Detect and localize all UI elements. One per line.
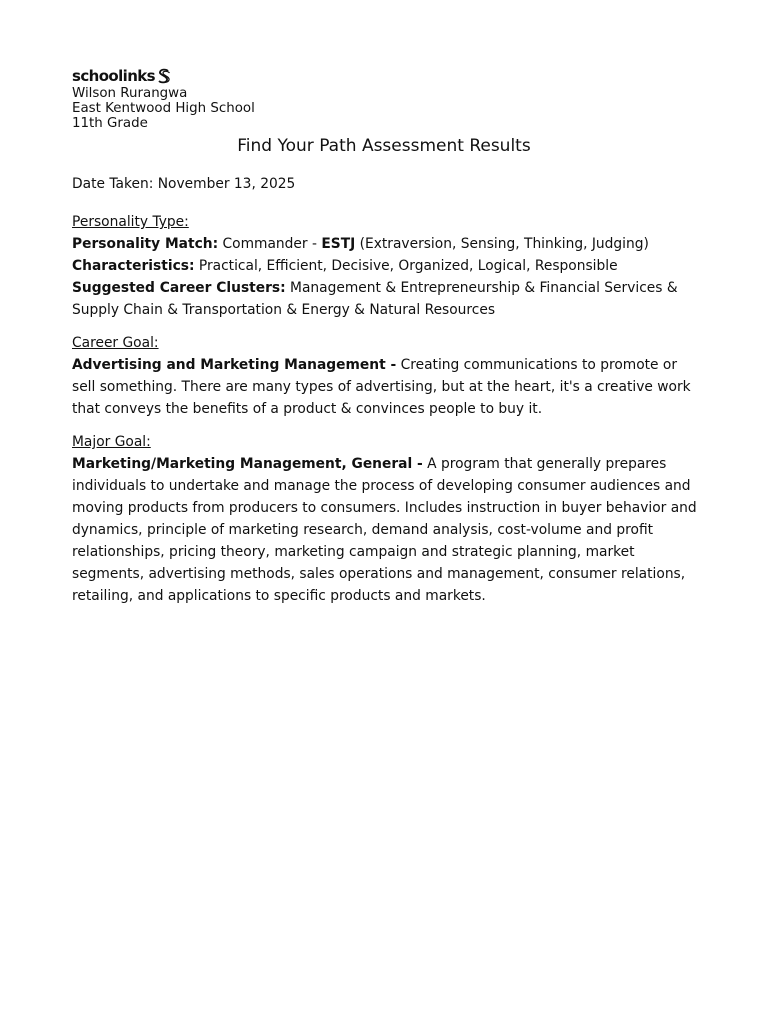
characteristics-label: Characteristics: (72, 258, 195, 274)
page-title: Find Your Path Assessment Results (237, 136, 531, 156)
student-name: Wilson Rurangwa (72, 86, 188, 101)
major-goal-section (72, 431, 702, 607)
characteristics (72, 255, 702, 277)
major-goal-description: A program that generally prepares individuals to undertake and manage the process of developing consumer audiences and moving products from producers to consumers. Includes instruction in buyer behavior and dynamics, principle of marketing research, demand analysis, cost-volume and profit relationships, pricing theory, marketing campaign and strategic planning, market segments, advertising methods, sales operations and management, consumer relations, retailing, and applications to specific products and markets. (72, 456, 697, 604)
suggested-career-clusters (72, 277, 702, 321)
personality-heading: Personality Type: (72, 214, 189, 230)
major-goal-heading: Major Goal: (72, 434, 151, 450)
school-name: East Kentwood High School (72, 101, 255, 116)
personality-match-prefix: Commander - (218, 236, 322, 252)
characteristics-value: Practical, Efficient, Decisive, Organized, Logical, Responsible (194, 258, 618, 274)
personality-section (72, 211, 702, 321)
student-info (72, 86, 702, 131)
career-goal-heading: Career Goal: (72, 335, 159, 351)
document-page (72, 66, 702, 607)
personality-match-label: Personality Match: (72, 236, 219, 252)
personality-match-suffix: (Extraversion, Sensing, Thinking, Judging) (355, 236, 649, 252)
schoolinks-logo (72, 66, 702, 86)
career-goal-description: Creating communications to promote or sell something. There are many types of advertising, but at the heart, it's a creative work that conveys the benefits of a product & convinces people to buy it. (72, 357, 691, 417)
clusters-value: Management & Entrepreneurship & Financial Services & Supply Chain & Transportation & Energy & Natural Resources (72, 280, 678, 318)
career-goal-name: Advertising and Marketing Management - (72, 357, 397, 373)
personality-match (72, 233, 702, 255)
clusters-label: Suggested Career Clusters: (72, 280, 286, 296)
career-goal-section (72, 332, 702, 420)
date-taken: Date Taken: November 13, 2025 (72, 176, 296, 192)
personality-code: ESTJ (321, 236, 356, 252)
major-goal-body (72, 453, 702, 607)
major-goal-name: Marketing/Marketing Management, General - (72, 456, 423, 472)
logo-text: schoolinks (72, 67, 155, 85)
grade-level: 11th Grade (72, 116, 148, 131)
schoolinks-s-icon (157, 68, 171, 84)
career-goal-body (72, 354, 702, 420)
